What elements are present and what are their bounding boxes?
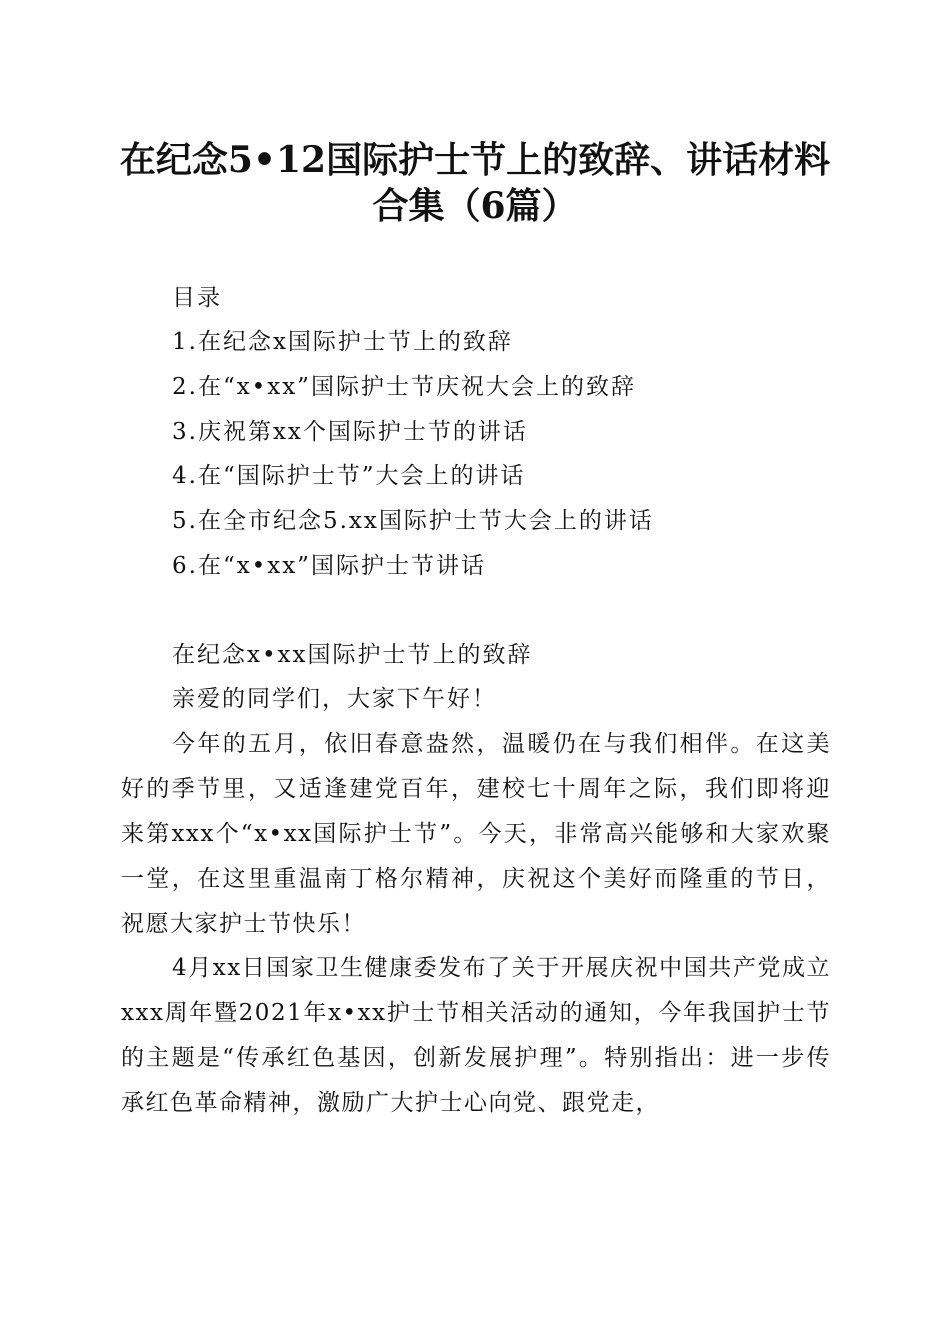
toc-heading: 目录	[172, 285, 222, 311]
toc-item: 4.在“国际护士节”大会上的讲话	[172, 463, 526, 489]
document-title-line-2: 合集（6篇）	[372, 185, 578, 227]
body-paragraph: 4月xx日国家卫生健康委发布了关于开展庆祝中国共产党成立xxx周年暨2021年x•xx护士节相关活动的通知，今年我国护士节的主题是“传承红色基因，创新发展护理”。特别指出：进一步传承红色革命精神，激励广大护士心向党、跟党走，	[121, 955, 831, 1116]
document-title-line-1: 在纪念5•12国际护士节上的致辞、讲话材料	[119, 139, 831, 181]
greeting: 亲爱的同学们，大家下午好！	[172, 686, 497, 712]
toc-item: 2.在“x•xx”国际护士节庆祝大会上的致辞	[172, 374, 636, 400]
toc-item: 6.在“x•xx”国际护士节讲话	[172, 553, 486, 579]
body-paragraph: 今年的五月，依旧春意盎然，温暖仍在与我们相伴。在这美好的季节里，又适逢建党百年，建校七十周年之际，我们即将迎来第xxx个“x•xx国际护士节”。今天，非常高兴能够和大家欢聚一堂，在这里重温南丁格尔精神，庆祝这个美好而隆重的节日，祝愿大家护士节快乐！	[121, 731, 831, 937]
toc-item: 1.在纪念x国际护士节上的致辞	[172, 329, 513, 355]
toc-item: 5.在全市纪念5.xx国际护士节大会上的讲话	[172, 508, 654, 534]
section-title: 在纪念x•xx国际护士节上的致辞	[172, 642, 533, 668]
toc-item: 3.庆祝第xx个国际护士节的讲话	[172, 419, 528, 445]
